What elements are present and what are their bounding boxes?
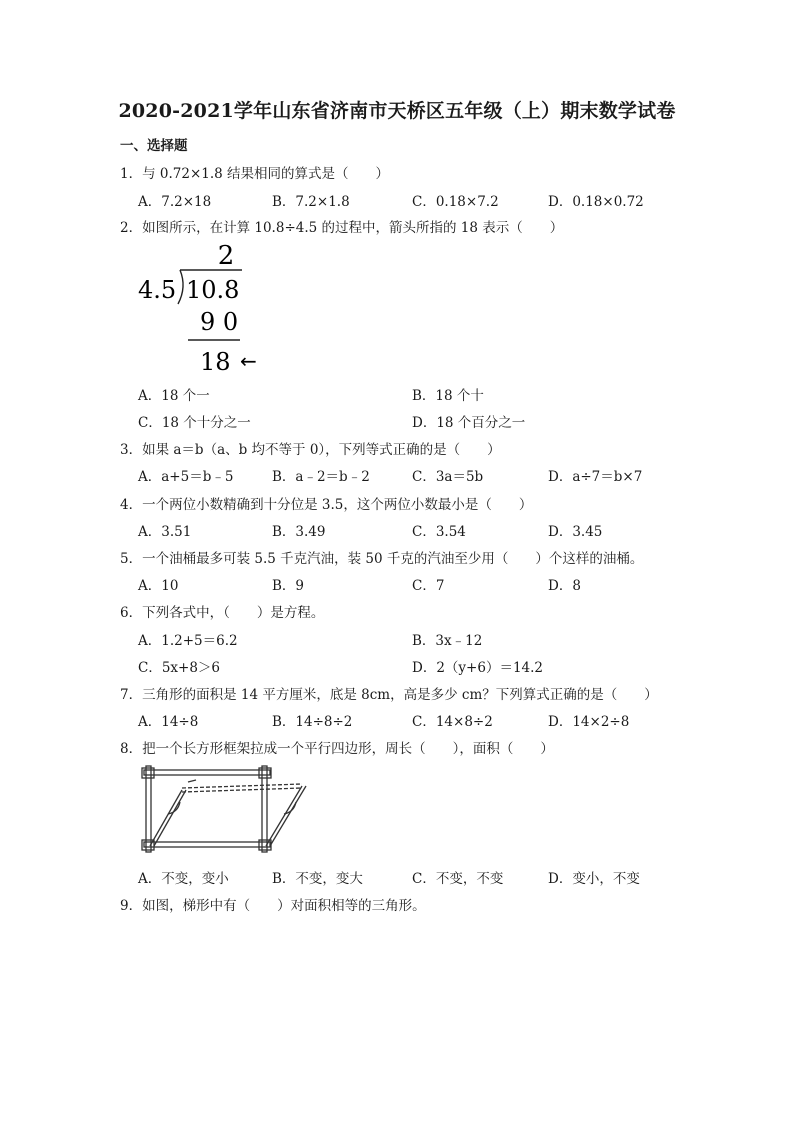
question-1-stem: 1．与 0.72×1.8 结果相同的算式是（ ） xyxy=(120,166,390,182)
question-4-option-c: C．3.54 xyxy=(412,524,466,540)
question-7-option-a: A．14÷8 xyxy=(138,714,199,730)
question-1-option-b: B．7.2×1.8 xyxy=(272,194,350,210)
question-2-option-b: B．18 个十 xyxy=(412,388,484,404)
parallelogram-left xyxy=(150,790,182,846)
question-6-stem: 6．下列各式中，（ ）是方程。 xyxy=(120,605,325,621)
question-5-option-a: A．10 xyxy=(138,578,179,594)
question-3-option-c: C．3a＝5b xyxy=(412,469,484,485)
question-5-option-d: D．8 xyxy=(548,578,581,594)
rectangle-frame-figure xyxy=(138,762,310,860)
hinge-mark xyxy=(188,780,196,782)
question-6-option-c: C．5x+8＞6 xyxy=(138,660,221,676)
question-5-stem: 5．一个油桶最多可装 5.5 千克汽油，装 50 千克的汽油至少用（ ）个这样的油桶。 xyxy=(120,551,644,567)
question-4-option-a: A．3.51 xyxy=(138,524,192,540)
frame-bottom-rail xyxy=(144,842,270,847)
parallelogram-top xyxy=(182,784,302,788)
long-division-figure xyxy=(130,240,270,376)
question-4-stem: 4．一个两位小数精确到十分位是 3.5，这个两位小数最小是（ ） xyxy=(120,497,533,513)
question-6-option-b: B．3x﹣12 xyxy=(412,633,483,649)
arrow-left-icon: ← xyxy=(240,349,257,373)
question-9-stem: 9．如图，梯形中有（ ）对面积相等的三角形。 xyxy=(120,898,426,914)
parallelogram-right xyxy=(270,786,306,846)
page-title: 2020-2021学年山东省济南市天桥区五年级（上）期末数学试卷 xyxy=(118,100,676,122)
question-3-option-d: D．a÷7＝b×7 xyxy=(548,469,643,485)
question-8-option-c: C．不变，不变 xyxy=(412,871,504,887)
question-4-option-b: B．3.49 xyxy=(272,524,326,540)
question-6-option-d: D．2（y+6）＝14.2 xyxy=(412,660,543,676)
frame-right-rail xyxy=(262,766,267,852)
division-dividend: 10.8 xyxy=(186,276,240,304)
question-2-option-a: A．18 个一 xyxy=(138,388,210,404)
question-8-option-d: D．变小，不变 xyxy=(548,871,640,887)
parallelogram-right xyxy=(266,786,302,846)
division-divisor: 4.5 xyxy=(138,276,177,304)
division-quotient: 2 xyxy=(217,241,235,271)
frame-left-rail xyxy=(146,766,151,852)
question-8-option-b: B．不变，变大 xyxy=(272,871,363,887)
question-3-option-a: A．a+5＝b﹣5 xyxy=(138,469,234,485)
question-4-option-d: D．3.45 xyxy=(548,524,603,540)
question-7-stem: 7．三角形的面积是 14 平方厘米，底是 8cm，高是多少 cm？下列算式正确的是（ ） xyxy=(120,687,658,703)
question-2-option-d: D．18 个百分之一 xyxy=(412,415,526,431)
question-6-option-a: A．1.2+5＝6.2 xyxy=(138,633,238,649)
question-7-option-b: B．14÷8÷2 xyxy=(272,714,353,730)
section-heading: 一、选择题 xyxy=(120,138,188,154)
question-7-option-d: D．14×2÷8 xyxy=(548,714,630,730)
question-5-option-c: C．7 xyxy=(412,578,445,594)
question-8-option-a: A．不变，变小 xyxy=(138,871,229,887)
division-remainder: 18 xyxy=(200,348,231,376)
question-1-option-d: D．0.18×0.72 xyxy=(548,194,644,210)
question-3-stem: 3．如果 a＝b（a、b 均不等于 0），下列等式正确的是（ ） xyxy=(120,442,501,458)
parallelogram-left xyxy=(154,790,186,846)
question-8-stem: 8．把一个长方形框架拉成一个平行四边形，周长（ ），面积（ ） xyxy=(120,741,554,757)
frame-top-rail xyxy=(144,770,270,775)
parallelogram-top xyxy=(182,788,302,792)
question-5-option-b: B．9 xyxy=(272,578,305,594)
question-1-option-c: C．0.18×7.2 xyxy=(412,194,499,210)
question-2-stem: 2．如图所示，在计算 10.8÷4.5 的过程中，箭头所指的 18 表示（ ） xyxy=(120,220,564,236)
division-product: 9 0 xyxy=(200,308,239,336)
question-2-option-c: C．18 个十分之一 xyxy=(138,415,251,431)
question-7-option-c: C．14×8÷2 xyxy=(412,714,493,730)
division-bracket xyxy=(178,270,183,304)
question-3-option-b: B．a﹣2＝b﹣2 xyxy=(272,469,370,485)
question-1-option-a: A．7.2×18 xyxy=(138,194,212,210)
